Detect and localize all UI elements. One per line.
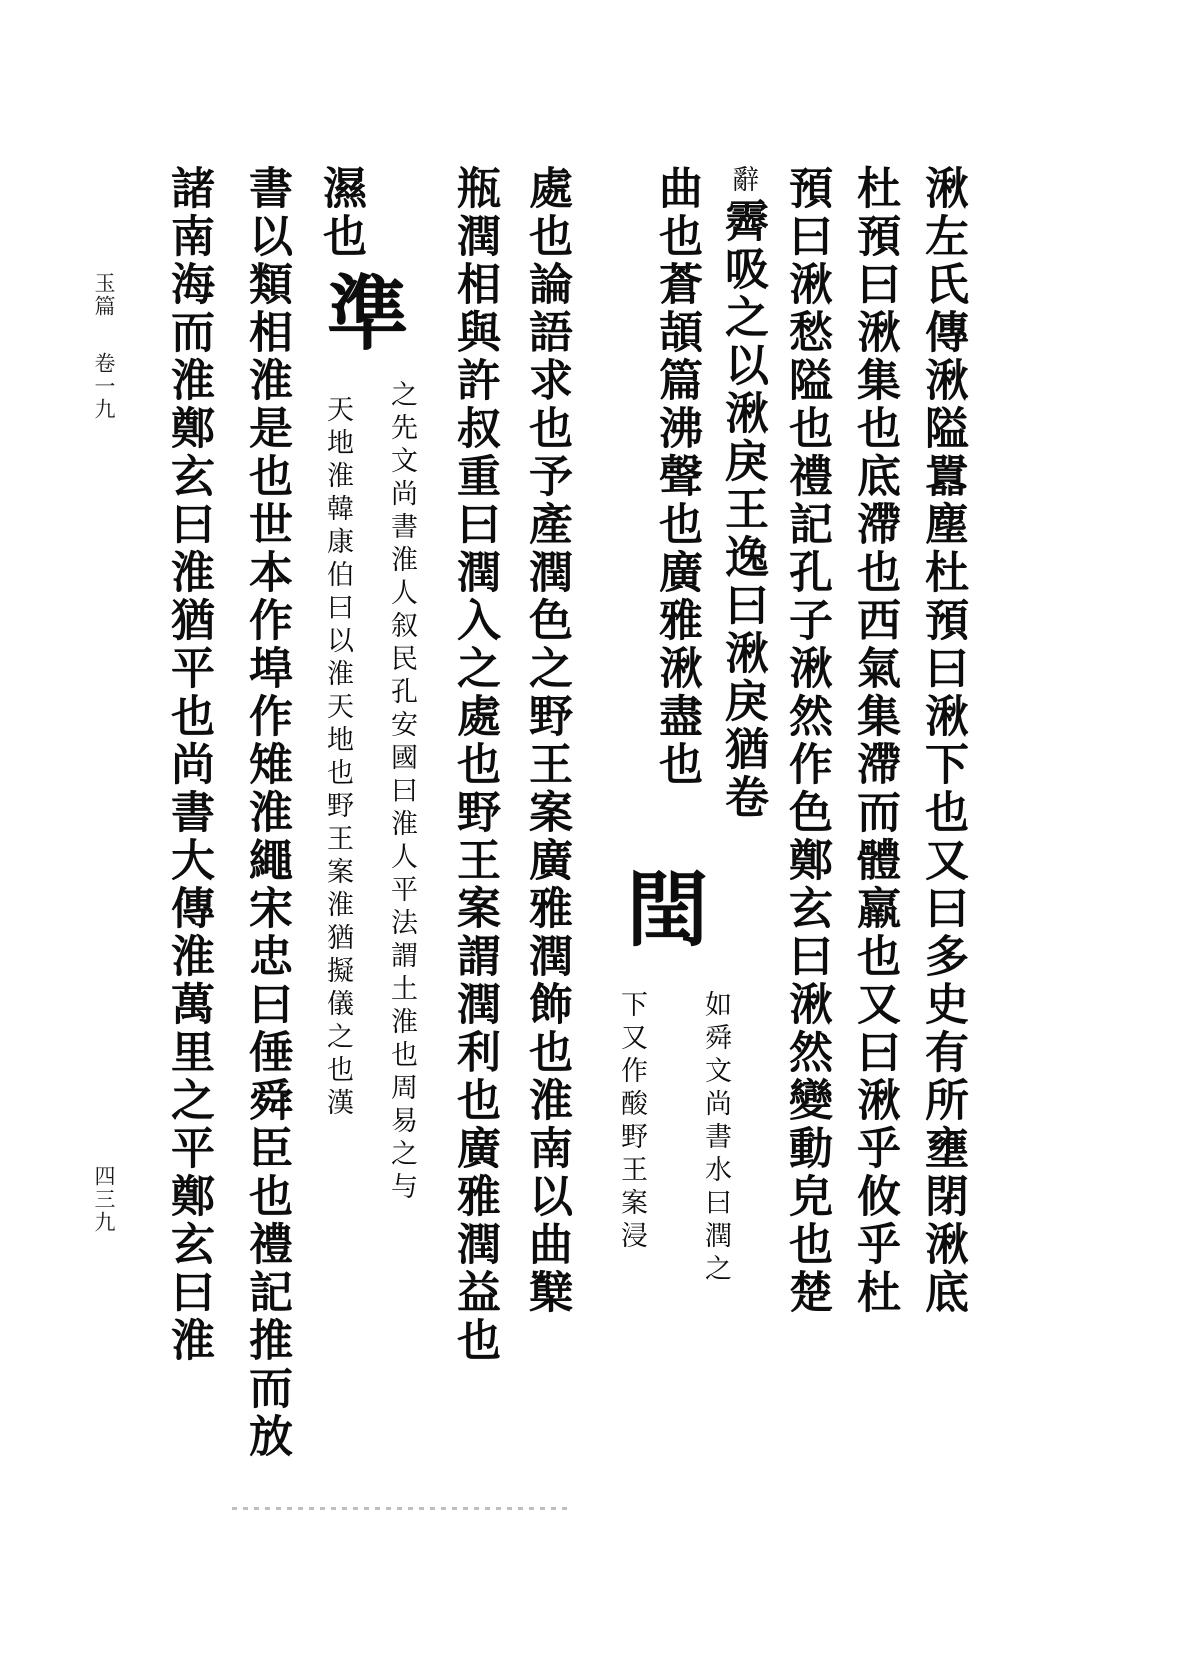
column-small-text: 如舜文尚書水曰潤之	[700, 990, 731, 1287]
text-column-6	[520, 165, 572, 1317]
column-text: 曲也蒼頡篇沸聲也廣雅湫盡也	[651, 165, 702, 789]
head-entry-zhun	[313, 262, 409, 360]
text-column-12	[162, 165, 214, 1365]
text-column-9	[386, 380, 416, 1205]
text-column-11	[240, 165, 292, 1461]
book-title: 玉篇	[92, 272, 116, 318]
head-entry-run-note-2	[616, 990, 646, 1254]
text-column-1	[916, 165, 968, 1317]
text-column-4	[716, 165, 768, 822]
column-small-text: 辭	[727, 165, 758, 198]
head-entry-run-note	[700, 990, 730, 1287]
page-number: 四三九	[92, 1165, 116, 1234]
column-text: 濕也	[315, 165, 366, 261]
column-small-text: 下又作酸野王案浸	[616, 990, 647, 1254]
column-text: 處也論語求也予產潤色之野王案廣雅潤飾也淮南以曲櫱	[521, 165, 572, 1317]
head-character: 閏	[613, 866, 709, 948]
column-text: 諸南海而淮鄭玄曰淮猶平也尚書大傳淮萬里之平鄭玄曰淮	[163, 165, 214, 1365]
head-character: 準	[313, 270, 409, 352]
volume-label: 卷一九	[92, 352, 116, 421]
column-small-text: 之先文尚書淮人叙民孔安國曰淮人平法謂土淮也周易之与	[386, 380, 417, 1205]
column-text: 書以類相淮是也世本作埠作雉淮繩宋忠曰倕舜臣也禮記推而放	[241, 165, 292, 1461]
column-text: 杜預曰湫集也底滯也西氣集滯而體羸也又曰湫乎攸乎杜	[849, 165, 900, 1317]
text-column-8	[314, 165, 366, 261]
column-text: 預曰湫愁隘也禮記孔子湫然作色鄭玄曰湫然變動皃也楚	[781, 165, 832, 1317]
column-text: 霽吸之以湫戾王逸曰湫戾猶卷	[717, 198, 768, 822]
scan-artifact-line	[232, 1507, 572, 1510]
column-text: 瓶潤相與許叔重曰潤入之處也野王案謂潤利也廣雅潤益也	[449, 165, 500, 1365]
text-column-2	[848, 165, 900, 1317]
head-entry-run	[613, 858, 709, 956]
running-head	[92, 272, 116, 421]
text-column-10	[322, 395, 352, 1121]
column-text: 湫左氏傳湫隘囂塵杜預曰湫下也又曰多史有所壅閉湫底	[917, 165, 968, 1317]
column-small-text: 天地淮韓康伯曰以淮天地也野王案淮猶擬儀之也漢	[322, 395, 353, 1121]
text-column-5	[650, 165, 702, 789]
text-column-7	[448, 165, 500, 1365]
text-column-3	[780, 165, 832, 1317]
